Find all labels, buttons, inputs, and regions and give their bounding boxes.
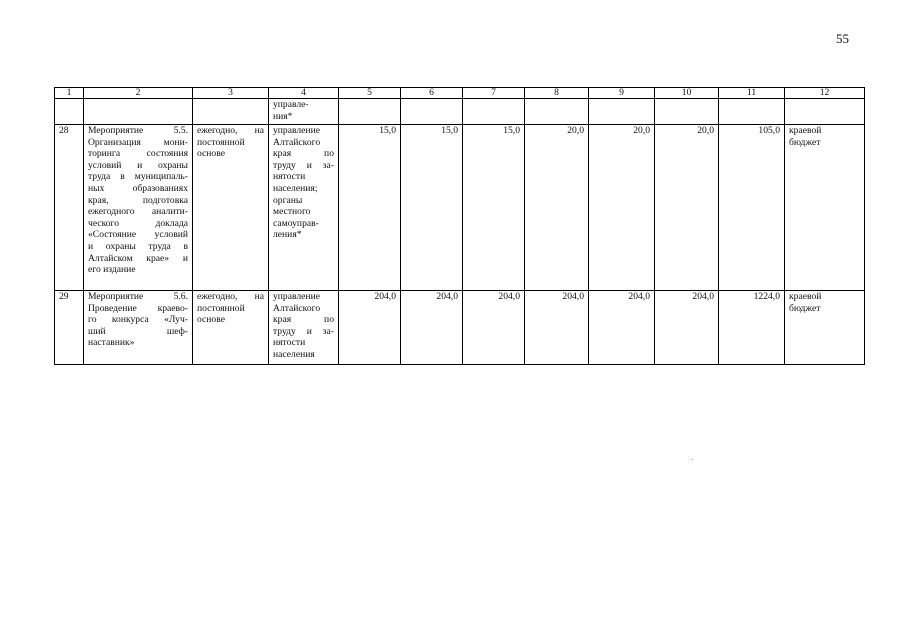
col-header: 2 (84, 88, 193, 99)
cell-line: ных образованиях (88, 182, 188, 194)
cell-line: нятости (273, 337, 306, 349)
executor-cell (269, 99, 339, 125)
row-number: 28 (55, 125, 84, 291)
table-row (55, 125, 865, 291)
cell-line: Алтайского (273, 302, 321, 314)
col-header: 7 (463, 88, 525, 99)
cell-line: Алтайского (273, 136, 321, 148)
value-cell: 20,0 (525, 125, 589, 291)
value-cell: 204,0 (463, 291, 525, 365)
col-header: 5 (339, 88, 401, 99)
cell-line: управление (273, 125, 320, 136)
value-cell: 204,0 (525, 291, 589, 365)
executor-cell (269, 291, 339, 365)
cell-line: края по (273, 314, 334, 326)
value-cell: 204,0 (401, 291, 463, 365)
cell-line: Алтайском крае» и (88, 252, 188, 264)
table-row (55, 291, 865, 365)
cell-line: ший шеф- (88, 325, 188, 337)
cell-line: бюджет (789, 302, 821, 314)
row-number: 29 (55, 291, 84, 365)
cell-line: бюджет (789, 136, 821, 148)
value-cell: 15,0 (463, 125, 525, 291)
cell-line: ежегодно, на (197, 291, 264, 302)
cell-line: управле- (273, 99, 309, 110)
period-cell (193, 125, 269, 291)
source-cell (785, 291, 865, 365)
cell-line: ления* (273, 229, 302, 241)
cell-line: ческого доклада (88, 217, 188, 229)
value-cell: 20,0 (589, 125, 655, 291)
cell-line: условий и охраны (88, 159, 188, 171)
cell-line: самоуправ- (273, 217, 319, 229)
value-cell: 105,0 (719, 125, 785, 291)
cell-line: Организация мони- (88, 136, 188, 148)
col-header: 10 (655, 88, 719, 99)
col-header: 3 (193, 88, 269, 99)
value-cell: 15,0 (339, 125, 401, 291)
cell-line: ежегодно, на (197, 125, 264, 136)
value-cell: 204,0 (339, 291, 401, 365)
col-header: 12 (785, 88, 865, 99)
budget-table (54, 87, 865, 365)
cell-line: края, подготовка (88, 194, 188, 206)
cell-line: его издание (88, 264, 136, 276)
scan-speck (692, 459, 693, 460)
continuation-row (55, 99, 865, 125)
executor-cell (269, 125, 339, 291)
cell-line: управление (273, 291, 320, 302)
cell-line: постоянной (197, 302, 245, 314)
value-cell: 204,0 (589, 291, 655, 365)
source-cell (785, 125, 865, 291)
cell-line: органы (273, 194, 303, 206)
cell-line: нятости (273, 171, 306, 183)
cell-line: Проведение краево- (88, 302, 188, 314)
measure-cell (84, 291, 193, 365)
col-header: 8 (525, 88, 589, 99)
cell-line: краевой (789, 125, 822, 136)
cell-line: местного (273, 206, 311, 218)
cell-line: основе (197, 148, 225, 160)
cell-line: Мероприятие 5.5. (88, 125, 188, 136)
cell-line: ния* (273, 110, 293, 122)
cell-line: населения; (273, 182, 318, 194)
period-cell (193, 291, 269, 365)
cell-line: торинга состояния (88, 148, 188, 160)
cell-line: Мероприятие 5.6. (88, 291, 188, 302)
measure-cell (84, 125, 193, 291)
col-header: 11 (719, 88, 785, 99)
cell-line: ежегодного аналити- (88, 206, 188, 218)
value-cell: 204,0 (655, 291, 719, 365)
col-header: 9 (589, 88, 655, 99)
cell-line: постоянной (197, 136, 245, 148)
cell-line: наставник» (88, 337, 135, 349)
cell-line: основе (197, 314, 225, 326)
cell-line: населения (273, 348, 315, 360)
col-header: 4 (269, 88, 339, 99)
value-cell: 15,0 (401, 125, 463, 291)
value-cell: 20,0 (655, 125, 719, 291)
cell-line: и охраны труда в (88, 240, 188, 252)
col-header: 6 (401, 88, 463, 99)
cell-line: го конкурса «Луч- (88, 314, 188, 326)
cell-line: труду и за- (273, 159, 334, 171)
value-cell: 1224,0 (719, 291, 785, 365)
cell-line: краевой (789, 291, 822, 302)
header-row (55, 88, 865, 99)
page-number: 55 (836, 31, 849, 46)
cell-line: «Состояние условий (88, 229, 188, 241)
cell-line: труду и за- (273, 325, 334, 337)
cell-line: края по (273, 148, 334, 160)
cell-line: труда в муниципаль- (88, 171, 188, 183)
col-header: 1 (55, 88, 84, 99)
